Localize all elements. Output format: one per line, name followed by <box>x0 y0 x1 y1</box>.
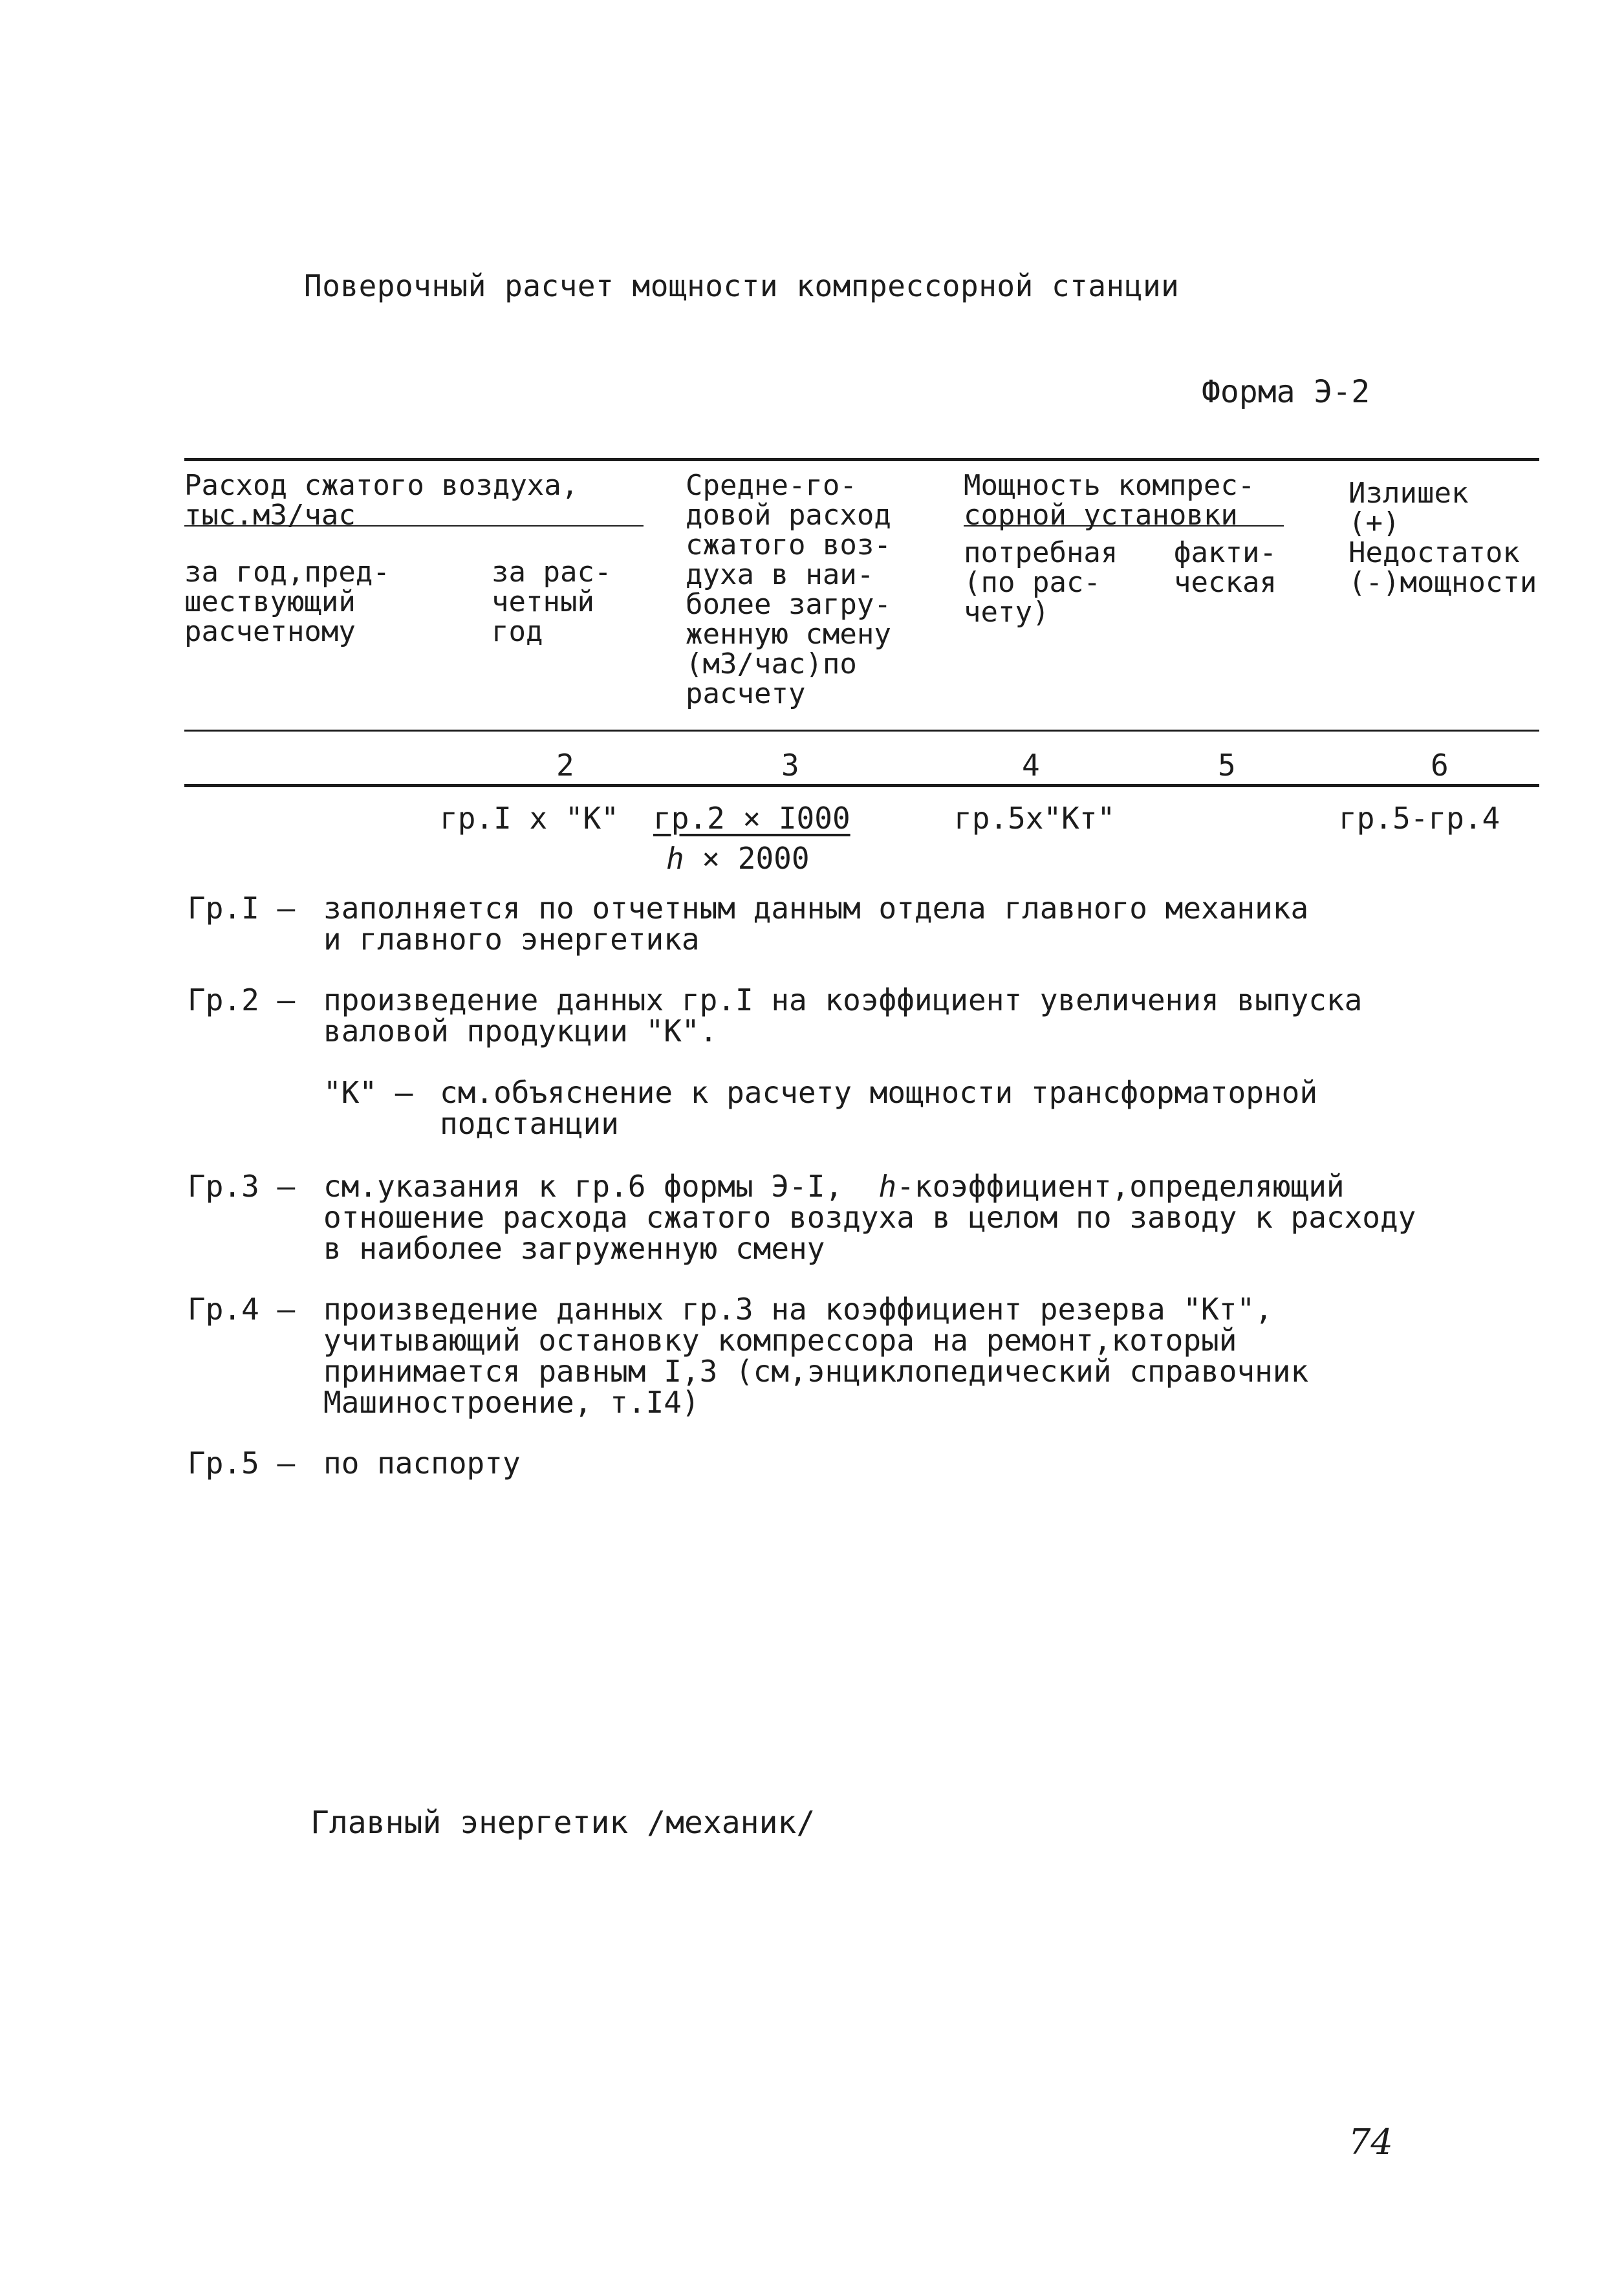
header-bottom-rule <box>184 730 1539 732</box>
formula-col3-numerator: гр.2 × I000 <box>653 801 850 836</box>
note-label: "К" – <box>323 1075 413 1110</box>
formula-col2: гр.I х "К" <box>440 801 619 836</box>
column-number-2: 2 <box>556 748 574 783</box>
header-col2: за рас- четный год <box>492 556 612 648</box>
note-label: Гр.I – <box>188 891 296 926</box>
table-top-rule <box>184 458 1539 461</box>
note-text: по паспорту <box>323 1446 521 1481</box>
header-col1: за год,пред- шествующий расчетному <box>184 556 390 648</box>
signature-line: Главный энергетик /механик/ <box>310 1805 816 1841</box>
header-col3: Средне-го- довой расход сжатого воз- духа в наи- более загру- женную смену (м3/час)по расчету <box>686 469 891 710</box>
form-label: Форма Э-2 <box>1202 374 1370 410</box>
header-compressor-power: Мощность компрес- сорной установки <box>964 469 1255 532</box>
page-title: Поверочный расчет мощности компрессорной станции <box>304 268 1180 303</box>
note-label: Гр.4 – <box>188 1292 296 1327</box>
formula-col4: гр.5х"Кт" <box>954 801 1116 836</box>
header-col4: потребная (по рас- чету) <box>964 536 1118 629</box>
formula-col3-denominator: ℎ × 2000 <box>666 841 810 876</box>
column-number-4: 4 <box>1022 748 1040 783</box>
note-text: заполняется по отчетным данным отдела главного механика и главного энергетика <box>323 891 1309 957</box>
note-text: см.объяснение к расчету мощности трансформаторной подстанции <box>440 1075 1318 1141</box>
note-label: Гр.3 – <box>188 1169 296 1204</box>
note-label: Гр.5 – <box>188 1446 296 1481</box>
header-air-consumption: Расход сжатого воздуха, тыс.м3/час <box>184 469 579 532</box>
page-number: 74 <box>1348 2122 1393 2162</box>
note-label: Гр.2 – <box>188 983 296 1017</box>
formula-col6: гр.5-гр.4 <box>1339 801 1500 836</box>
note-text: произведение данных гр.I на коэффициент увеличения выпуска валовой продукции "К". <box>323 983 1363 1049</box>
column-number-3: 3 <box>781 748 799 783</box>
column-number-rule <box>184 784 1539 787</box>
column-number-5: 5 <box>1218 748 1236 783</box>
header-col6: Излишек (+) Недостаток (-)мощности <box>1348 477 1537 599</box>
note-text: см.указания к гр.6 формы Э-I, ℎ-коэффициент,определяющий отношение расхода сжатого воздуха в целом по заводу к расходу в наиболее загруженную смену <box>323 1169 1416 1266</box>
note-text: произведение данных гр.3 на коэффициент резерва "Кт", учитывающий остановку компрессора на ремонт,который принимается равным I,3 (см,энциклопедический справочник Машиностроение, т.I4) <box>323 1292 1309 1420</box>
column-number-6: 6 <box>1431 748 1449 783</box>
header-col5: факти- ческая <box>1174 536 1277 599</box>
